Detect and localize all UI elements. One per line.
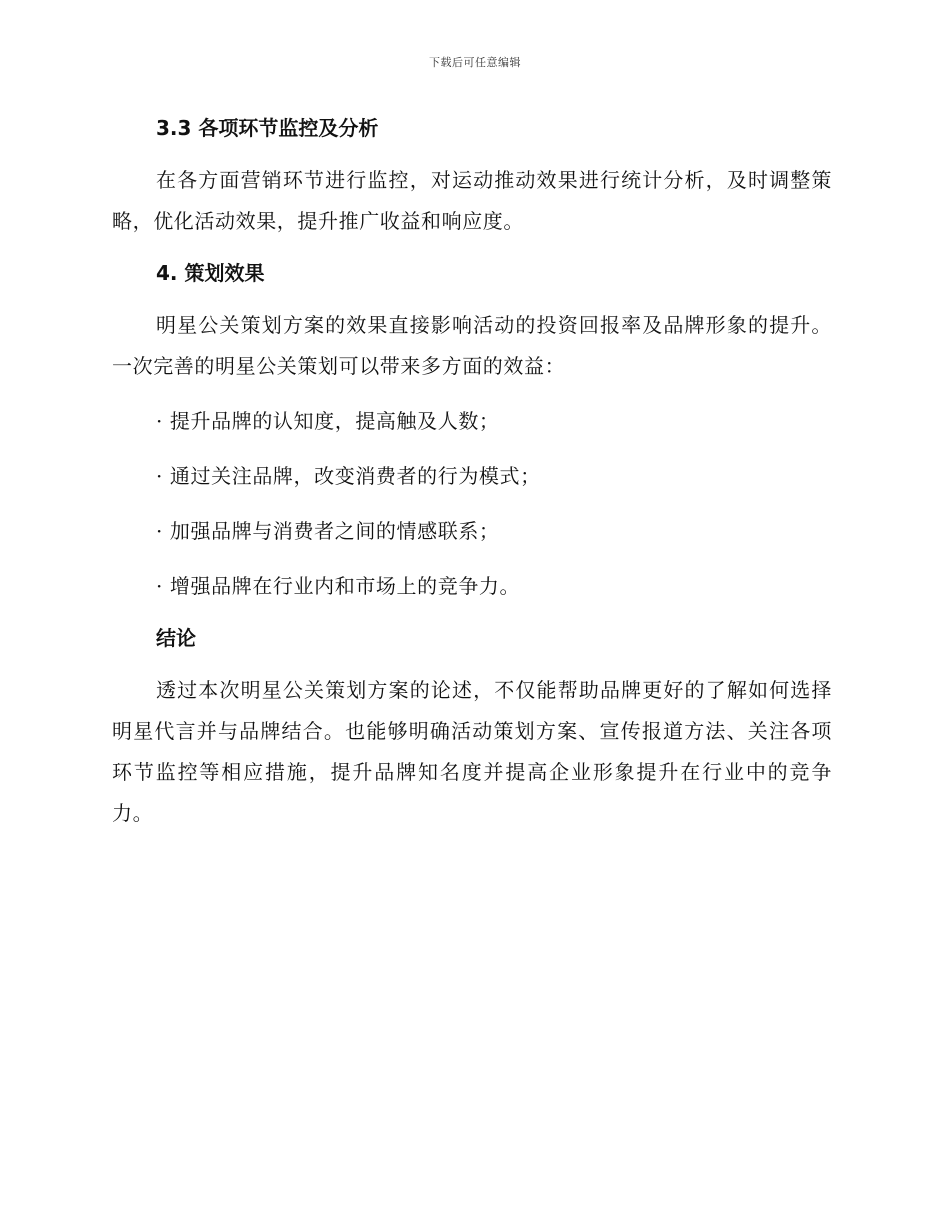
page-header: 下载后可任意编辑 bbox=[429, 56, 521, 69]
section-3-3-paragraph: 在各方面营销环节进行监控，对运动推动效果进行统计分析，及时调整策略，优化活动效果，提升推广收益和响应度。 bbox=[112, 168, 832, 233]
conclusion-paragraph: 透过本次明星公关策划方案的论述，不仅能帮助品牌更好的了解如何选择明星代言并与品牌结合。也能够明确活动策划方案、宣传报道方法、关注各项环节监控等相应措施，提升品牌知名度并提高企业形象提升在行业中的竞争力。 bbox=[112, 678, 832, 825]
section-heading-4: 4. 策划效果 bbox=[156, 261, 265, 285]
list-item: · 提升品牌的认知度，提高触及人数； bbox=[156, 409, 500, 433]
section-heading-conclusion: 结论 bbox=[156, 626, 196, 650]
section-4-paragraph: 明星公关策划方案的效果直接影响活动的投资回报率及品牌形象的提升。一次完善的明星公关策划可以带来多方面的效益： bbox=[112, 313, 832, 378]
list-item: · 增强品牌在行业内和市场上的竞争力。 bbox=[156, 574, 521, 598]
section-heading-3-3: 3.3 各项环节监控及分析 bbox=[156, 116, 379, 140]
list-item: · 加强品牌与消费者之间的情感联系； bbox=[156, 519, 500, 543]
document-body bbox=[112, 110, 832, 834]
benefit-list bbox=[112, 401, 832, 607]
list-item: · 通过关注品牌，改变消费者的行为模式； bbox=[156, 464, 541, 488]
